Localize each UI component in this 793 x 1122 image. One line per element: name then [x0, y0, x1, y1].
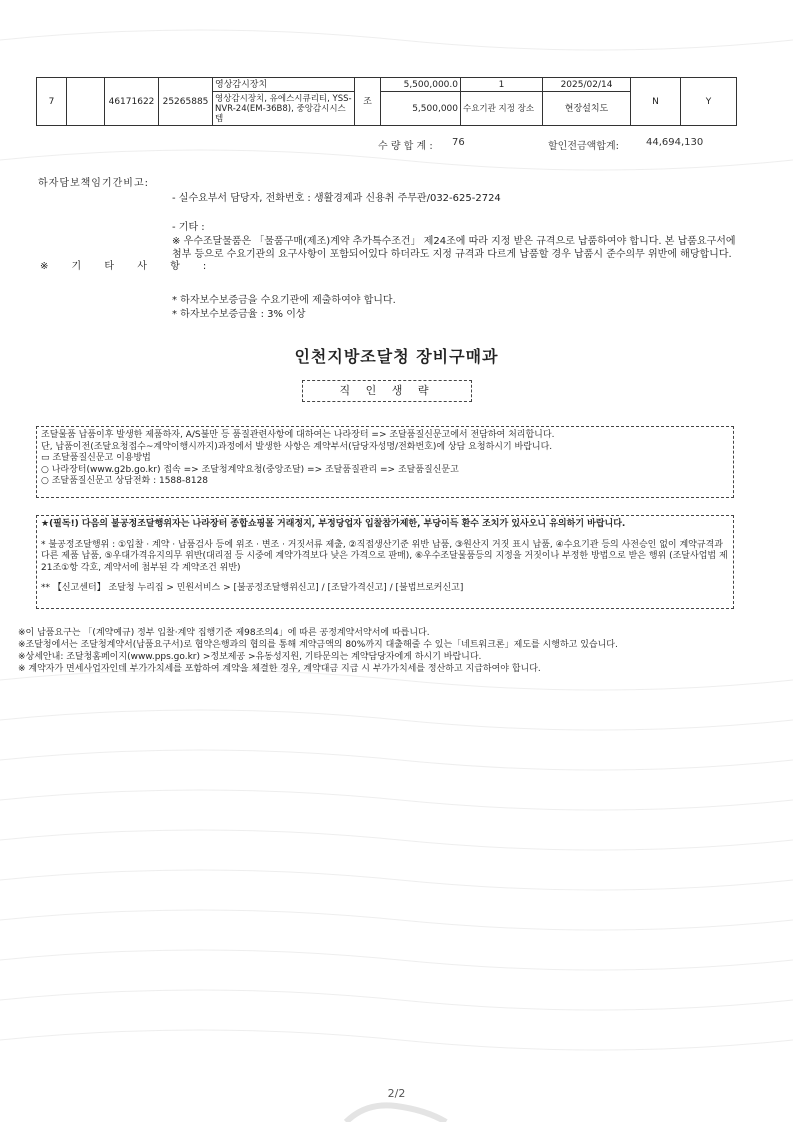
warning-heading: ★(필독!) 다음의 불공정조달행위자는 나라장터 종합쇼핑몰 거래정지, 부정당업자 입찰참가제한, 부당이득 환수 조치가 있사오니 유의하기 바랍니다.: [41, 519, 626, 529]
row-no: 7: [37, 78, 67, 126]
unfair-procurement-box: [36, 515, 734, 609]
qty-total-label: 수 량 합 계 :: [378, 141, 433, 152]
etc-label: ※ 기 타 사 항 :: [40, 261, 217, 272]
footnotes: [18, 627, 618, 675]
warranty-bond-notice: * 하자보수보증금을 수요기관에 제출하여야 합니다.: [172, 295, 396, 306]
seal-omitted-box: 직 인 생 략: [302, 380, 472, 402]
quality-line: ▭ 조달품질신문고 이용방법: [41, 453, 151, 463]
delivery-date: 2025/02/14: [543, 78, 631, 92]
excellent-goods-notice: ※ 우수조달물품은 「물품구매(제조)계약 추가특수조건」 제24조에 따라 지정 받은 규격으로 납품하여야 합니다. 본 납품요구서에 첨부 등으로 수요기관의 요구사항이 포함되어있다 하더라도 지정 규격과 다르게 납품할 경우 납품시 준수의무 위반에 해당합니다.: [172, 236, 736, 260]
unit: 조: [355, 78, 381, 126]
flag-y: Y: [681, 78, 737, 126]
qty-total-value: 76: [452, 137, 465, 148]
quality-notice-box: [36, 426, 734, 498]
warranty-label: 하자담보책임기간비고:: [38, 178, 149, 189]
item-detail: 영상감시장치, 유에스시큐리티, YSS-NVR-24(EM-36B8), 중앙감시시스템: [213, 92, 355, 126]
amount-total-value: 44,694,130: [646, 137, 704, 148]
report-center-line: ** 【신고센터】 조달청 누리집 > 민원서비스 > [불공정조달행위신고] / [조달가격신고] / [불법브로커신고]: [41, 583, 464, 593]
watermark-logo: [336, 1100, 456, 1122]
footnote: ※이 납품요구는 「(계약예규) 정부 입찰·계약 집행기준 제98조의4」에 따른 공정계약서약서에 따릅니다.: [18, 628, 430, 638]
unfair-acts-text: * 불공정조달행위 : ①입찰 · 계약 · 납품검사 등에 위조 · 변조 · 거짓서류 제출, ②직접생산기준 위반 납품, ③원산지 거짓 표시 납품, ④수요기관 등의 사전승인 없이 계약규격과 다른 제품 납품, ⑤우대가격유지의무 위반(대리점 등 시중에 계약가격보다 낮은 가격으로 판매), ⑥우수조달물품등의 지정을 거짓이나 부정한 방법으로 받은 행위 (조달사업법 제21조①항 각호, 계약서에 첨부된 각 계약조건 위반): [41, 539, 728, 573]
warranty-bond-rate: * 하자보수보증금율 : 3% 이상: [172, 309, 306, 320]
footnote: ※상세안내: 조달청홈페이지(www.pps.go.kr) >정보제공 >유동성지원, 기타문의는 계약담당자에게 하시기 바랍니다.: [18, 652, 482, 662]
delivery-place: 수요기관 지정 장소: [461, 92, 543, 126]
item-id-code: 25265885: [159, 78, 213, 126]
flag-n: N: [631, 78, 681, 126]
office-title: 인천지방조달청 장비구매과: [294, 347, 499, 366]
unit-price: 5,500,000.0: [381, 78, 461, 92]
classification-code: 46171622: [105, 78, 159, 126]
item-table: [36, 77, 737, 126]
quality-line: 조달물품 납품이후 발생한 제품하자, A/S불만 등 품질관련사항에 대하여는 나라장터 => 조달품질신문고에서 전담하여 처리합니다.: [41, 430, 555, 440]
empty-cell: [67, 78, 105, 126]
quality-line: ○ 조달품질신문고 상담전화 : 1588-8128: [41, 476, 209, 486]
footnote: ※ 계약자가 면세사업자인데 부가가치세를 포함하여 계약을 체결한 경우, 계약대금 지급 시 부가가치세를 정산하고 지급하여야 합니다.: [18, 664, 541, 674]
other-label: - 기타 :: [172, 222, 205, 233]
footnote: ※조달청에서는 조달청계약서(납품요구서)로 협약은행과의 협의를 통해 계약금액의 80%까지 대출해줄 수 있는「네트워크론」제도를 시행하고 있습니다.: [18, 640, 618, 650]
page-number: 2/2: [387, 1087, 406, 1100]
amount: 5,500,000: [381, 92, 461, 126]
install-condition: 현장설치도: [543, 92, 631, 126]
quality-line: 단, 납품이전(조달요청접수~계약이행시까지)과정에서 발생한 사항은 계약부서(담당자성명/전화번호)에 상담 요청하시기 바랍니다.: [41, 441, 553, 452]
item-name: 영상감시장치: [213, 78, 355, 92]
quantity: 1: [461, 78, 543, 92]
contact-line: - 실수요부서 담당자, 전화번호 : 생활경제과 신용취 주무관/032-625-2724: [172, 193, 501, 204]
quality-line: ○ 나라장터(www.g2b.go.kr) 접속 => 조달청계약요청(중앙조달) => 조달품질관리 => 조달품질신문고: [41, 464, 459, 475]
amount-total-label: 할인전금액합계:: [548, 141, 619, 152]
